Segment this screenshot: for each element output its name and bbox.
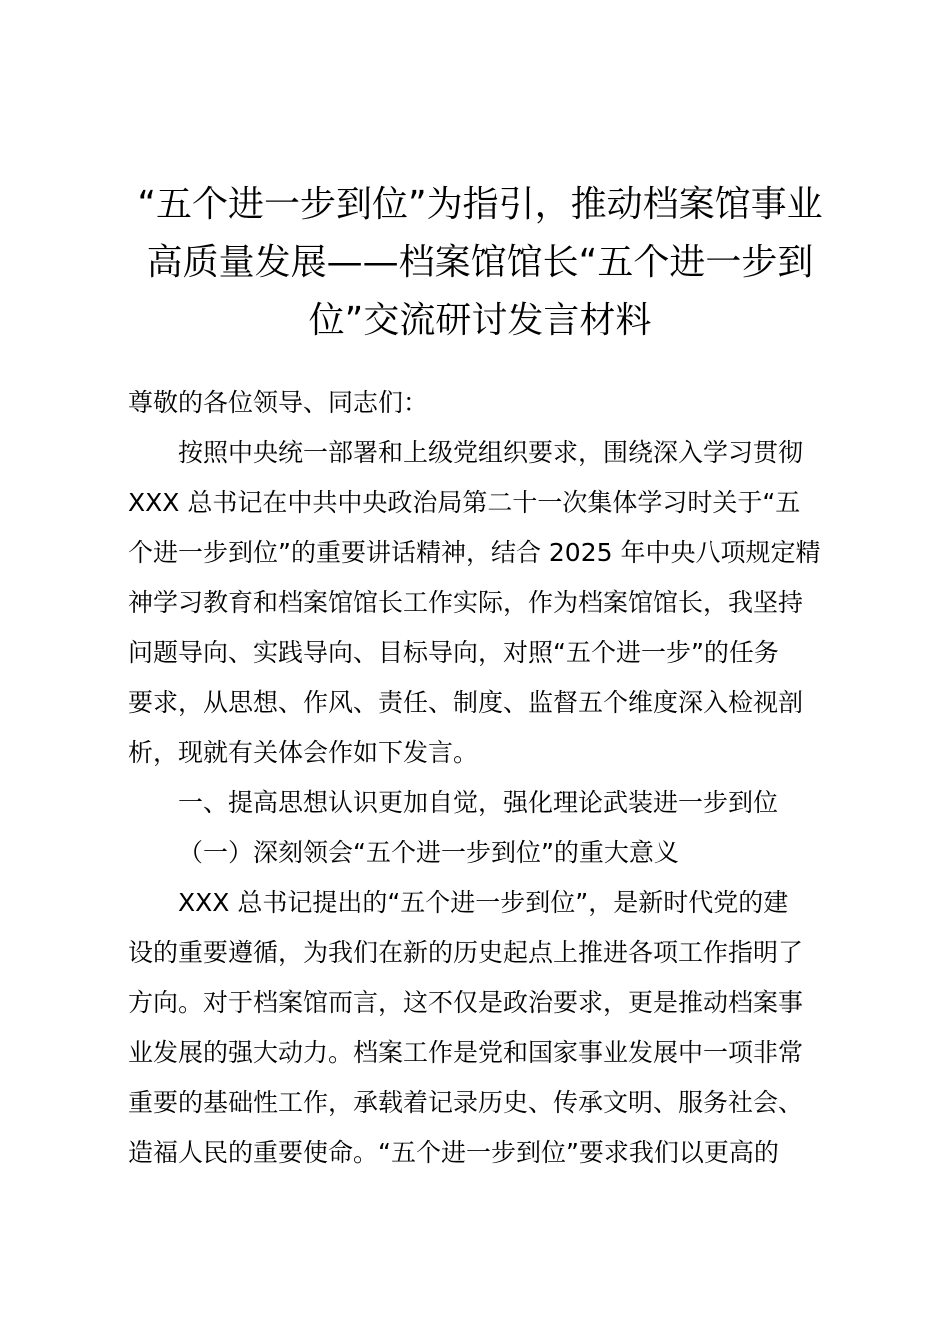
paragraph-line: 神学习教育和档案馆馆长工作实际，作为档案馆馆长，我坚持 <box>128 588 804 617</box>
paragraph-line: XXX 总书记在中共中央政治局第二十一次集体学习时关于“五 <box>128 488 801 517</box>
paragraph-line: 析，现就有关体会作如下发言。 <box>128 738 479 767</box>
title-line: 高质量发展——档案馆馆长“五个进一步到 <box>146 242 814 283</box>
paragraph-significance <box>128 878 832 1178</box>
paragraph-line: 方向。对于档案馆而言，这不仅是政治要求，更是推动档案事 <box>128 988 804 1017</box>
document-body <box>128 378 832 1178</box>
subsection-heading: （一）深刻领会“五个进一步到位”的重大意义 <box>178 838 679 867</box>
salutation: 尊敬的各位领导、同志们： <box>128 388 429 417</box>
paragraph-line: 按照中央统一部署和上级党组织要求，围绕深入学习贯彻 <box>178 438 804 467</box>
paragraph-intro <box>128 428 832 778</box>
document-title <box>128 176 832 350</box>
paragraph-line: 造福人民的重要使命。“五个进一步到位”要求我们以更高的 <box>128 1138 779 1167</box>
paragraph-line: 要求，从思想、作风、责任、制度、监督五个维度深入检视剖 <box>128 688 804 717</box>
paragraph-line: XXX 总书记提出的“五个进一步到位”，是新时代党的建 <box>178 888 789 917</box>
paragraph-line: 个进一步到位”的重要讲话精神，结合 2025 年中央八项规定精 <box>128 538 821 567</box>
paragraph-line: 业发展的强大动力。档案工作是党和国家事业发展中一项非常 <box>128 1038 804 1067</box>
paragraph-line: 重要的基础性工作，承载着记录历史、传承文明、服务社会、 <box>128 1088 804 1117</box>
paragraph-line: 设的重要遵循，为我们在新的历史起点上推进各项工作指明了 <box>128 938 804 967</box>
title-line: “五个进一步到位”为指引，推动档案馆事业 <box>137 184 823 225</box>
section-heading: 一、提高思想认识更加自觉，强化理论武装进一步到位 <box>178 788 779 817</box>
paragraph-line: 问题导向、实践导向、目标导向，对照“五个进一步”的任务 <box>128 638 779 667</box>
title-line: 位”交流研讨发言材料 <box>308 300 652 341</box>
